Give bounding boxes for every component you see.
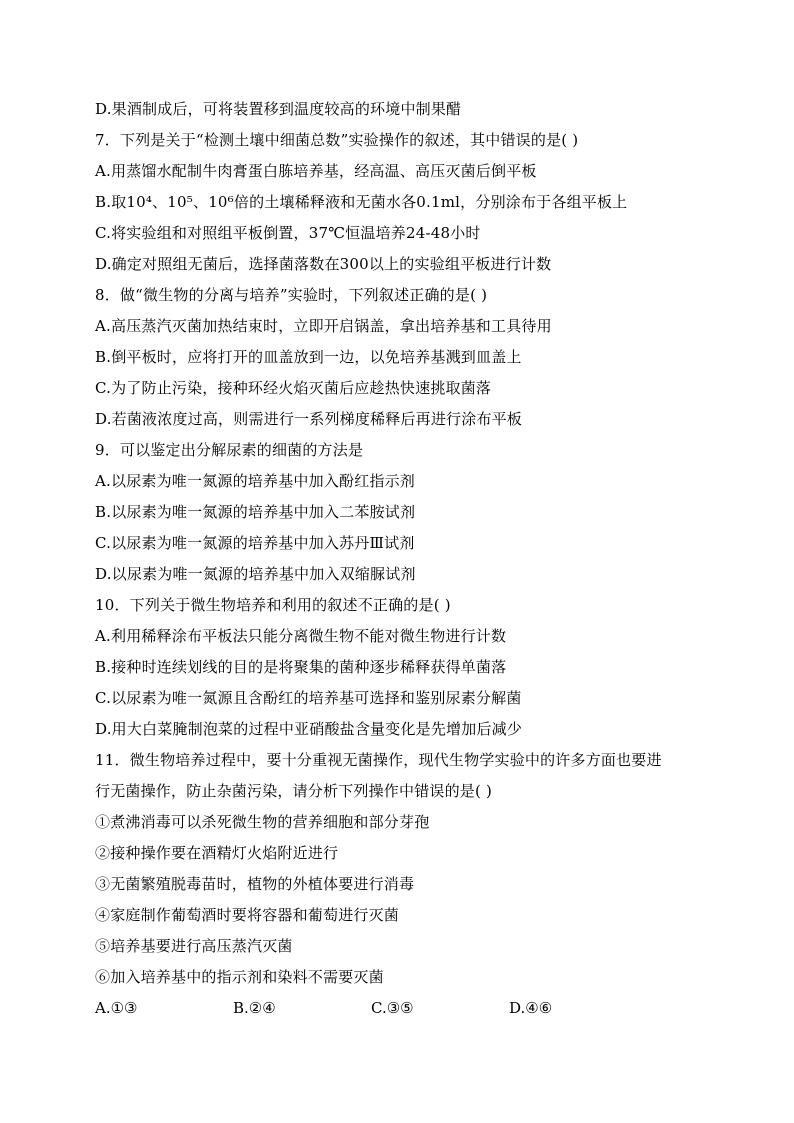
- question-11-item-3: ③无菌繁殖脱毒苗时，植物的外植体要进行消毒: [95, 875, 415, 893]
- question-11-stem-continued: 行无菌操作，防止杂菌污染，请分析下列操作中错误的是( ): [95, 782, 493, 800]
- document-content: [95, 94, 715, 1024]
- answer-option-b: B.②④: [233, 999, 276, 1017]
- question-8-option-a: A.高压蒸汽灭菌加热结束时，立即开启锅盖，拿出培养基和工具待用: [95, 317, 552, 335]
- question-9-option-c: C.以尿素为唯一氮源的培养基中加入苏丹Ⅲ试剂: [95, 534, 415, 552]
- question-11-answer-options: [95, 993, 715, 1024]
- question-8-option-b: B.倒平板时，应将打开的皿盖放到一边，以免培养基溅到皿盖上: [95, 348, 522, 366]
- question-11-stem: 11．微生物培养过程中，要十分重视无菌操作，现代生物学实验中的许多方面也要进: [95, 751, 662, 769]
- question-11-item-5: ⑤培养基要进行高压蒸汽灭菌: [95, 937, 293, 955]
- question-11-item-1: ①煮沸消毒可以杀死微生物的营养细胞和部分芽孢: [95, 813, 430, 831]
- question-7-stem: 7．下列是关于“检测土壤中细菌总数”实验操作的叙述，其中错误的是( ): [95, 131, 579, 149]
- question-7-option-a: A.用蒸馏水配制牛肉膏蛋白胨培养基，经高温、高压灭菌后倒平板: [95, 162, 537, 180]
- question-10-option-a: A.利用稀释涂布平板法只能分离微生物不能对微生物进行计数: [95, 627, 507, 645]
- question-7-option-c: C.将实验组和对照组平板倒置，37℃恒温培养24-48小时: [95, 224, 481, 242]
- question-9-option-d: D.以尿素为唯一氮源的培养基中加入双缩脲试剂: [95, 565, 416, 583]
- question-8-stem: 8．做“微生物的分离与培养”实验时，下列叙述正确的是( ): [95, 286, 488, 304]
- question-10-option-b: B.接种时连续划线的目的是将聚集的菌种逐步稀释获得单菌落: [95, 658, 507, 676]
- answer-option-c: C.③⑤: [371, 999, 414, 1017]
- question-7-option-b: B.取10⁴、10⁵、10⁶倍的土壤稀释液和无菌水各0.1ml，分别涂布于各组平板上: [95, 193, 628, 211]
- question-9-option-a: A.以尿素为唯一氮源的培养基中加入酚红指示剂: [95, 472, 416, 490]
- question-9-stem: 9．可以鉴定出分解尿素的细菌的方法是: [95, 441, 364, 459]
- answer-option-a: A.①③: [95, 999, 138, 1017]
- question-7-option-d: D.确定对照组无菌后，选择菌落数在300以上的实验组平板进行计数: [95, 255, 552, 273]
- question-9-option-b: B.以尿素为唯一氮源的培养基中加入二苯胺试剂: [95, 503, 416, 521]
- question-11-item-6: ⑥加入培养基中的指示剂和染料不需要灭菌: [95, 968, 384, 986]
- question-10-option-d: D.用大白菜腌制泡菜的过程中亚硝酸盐含量变化是先增加后减少: [95, 720, 523, 738]
- answer-option-d: D.④⑥: [509, 999, 553, 1017]
- text-line: D.果酒制成后，可将装置移到温度较高的环境中制果醋: [95, 100, 462, 118]
- question-8-option-d: D.若菌液浓度过高，则需进行一系列梯度稀释后再进行涂布平板: [95, 410, 523, 428]
- question-8-option-c: C.为了防止污染，接种环经火焰灭菌后应趁热快速挑取菌落: [95, 379, 492, 397]
- question-10-option-c: C.以尿素为唯一氮源且含酚红的培养基可选择和鉴别尿素分解菌: [95, 689, 522, 707]
- question-11-item-2: ②接种操作要在酒精灯火焰附近进行: [95, 844, 339, 862]
- question-11-item-4: ④家庭制作葡萄酒时要将容器和葡萄进行灭菌: [95, 906, 400, 924]
- question-10-stem: 10．下列关于微生物培养和利用的叙述不正确的是( ): [95, 596, 451, 614]
